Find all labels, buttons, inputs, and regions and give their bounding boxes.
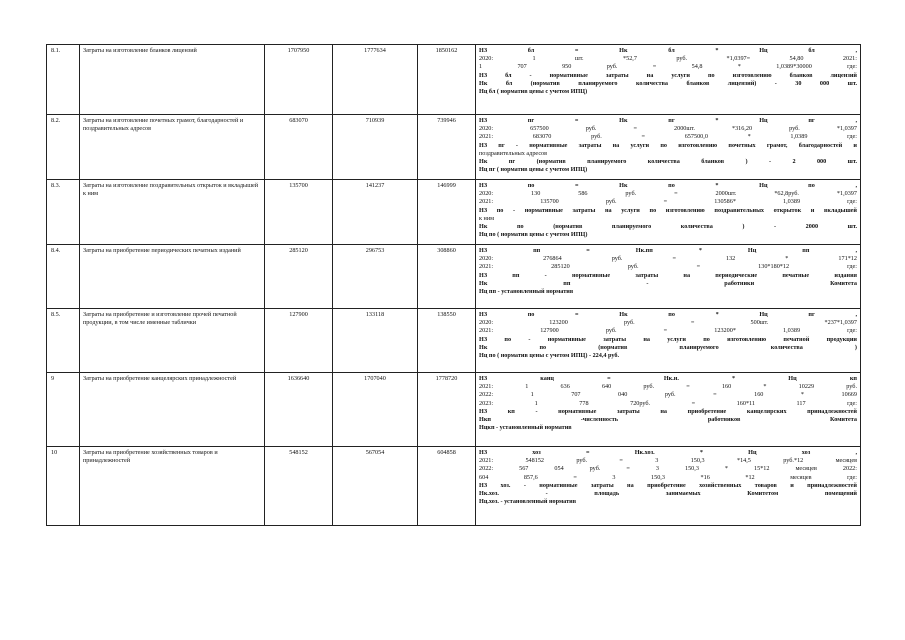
row-number-cell: 8.1. [47, 45, 80, 115]
cost-table [46, 44, 861, 526]
formula-line: 2021: 135700 руб. = 130586* 1,0389 где: [479, 198, 857, 206]
amount-2023-cell: 1778720 [418, 373, 476, 447]
amount-2022-cell: 133118 [333, 309, 418, 373]
formula-line: НЗ бл - нормативные затраты на услуги по изготовлению бланков лицензий [479, 71, 857, 79]
cost-item-name-cell: Затраты на изготовление почетных грамот, благодарностей и поздравительных адресов [80, 115, 265, 180]
formula-line: НЗ хоз = Нк.хоз. * Нц хоз , [479, 449, 857, 456]
row-number-cell: 8.5. [47, 309, 80, 373]
formula-line: НЗ по - нормативные затраты на услуги по изготовлению печатной продукции [479, 335, 857, 343]
amount-2021-cell: 135700 [265, 180, 333, 245]
formula-line: 2020: 657500 руб. = 2000шт. *316,20 руб. *1,0397 [479, 125, 857, 133]
formula-line: Нц по ( норматив цены с учетом ИПЦ) [479, 231, 588, 239]
table-row [47, 447, 861, 526]
formula-line: НЗ бл = Нк бл * Нц бл , [479, 47, 857, 54]
formula-line: 2021: 1 636 640 руб. = 160 * 10229 руб. [479, 383, 857, 391]
formula-cell [476, 115, 861, 180]
formula-line: Нц пп - установленный норматив [479, 288, 574, 296]
formula-cell [476, 447, 861, 526]
amount-2023-cell: 739946 [418, 115, 476, 180]
row-number-cell: 8.2. [47, 115, 80, 180]
amount-2022-cell: 141237 [333, 180, 418, 245]
formula-cell [476, 373, 861, 447]
amount-2023-cell: 604858 [418, 447, 476, 526]
formula-line: НЗ хоз. - нормативные затраты на приобретение хозяйственных товаров и принадлежностей [479, 481, 857, 489]
amount-2023-cell: 138550 [418, 309, 476, 373]
formula-line: 2021: 683070 руб. = 657500,0 * 1,0389 где: [479, 133, 857, 141]
formula-cell [476, 180, 861, 245]
table-row [47, 373, 861, 447]
formula-cell [476, 309, 861, 373]
formula-line: Нц бл ( норматив цены с учетом ИПЦ) [479, 88, 588, 96]
formula-line: 2020: 276864 руб. = 132 * 171*12 [479, 255, 857, 263]
formula-line: НЗ пп - нормативные затраты на периодические печатные издания [479, 271, 857, 279]
formula-line: Нк.хоз. - площадь занимаемых Комитетом помещений [479, 490, 857, 498]
formula-line: Нц.хоз. - установленный норматив [479, 498, 577, 506]
formula-line: 1 707 950 руб. = 54,8 * 1,0389*30000 где: [479, 63, 857, 71]
formula-line: 2021: 285120 руб. = 130*180*12 где: [479, 263, 857, 271]
amount-2022-cell: 296753 [333, 245, 418, 309]
amount-2021-cell: 683070 [265, 115, 333, 180]
formula-line: 2021: 127900 руб. = 123200* 1,0389 где: [479, 327, 857, 335]
formula-line: НЗ по = Нк по * Нц пг , [479, 311, 857, 318]
formula-line: 604 857,6 = 3 150,3 *16 *12 месяцев где: [479, 473, 857, 481]
formula-cell [476, 245, 861, 309]
formula-line: 2022: 567 054 руб. = 3 150,3 * 15*12 месяцев 2022: [479, 465, 857, 473]
formula-line: к ним [479, 214, 495, 222]
row-number-cell: 8.4. [47, 245, 80, 309]
amount-2021-cell: 1636640 [265, 373, 333, 447]
formula-cell [476, 45, 861, 115]
formula-line: Нцкп - установленный норматив [479, 424, 572, 432]
cost-item-name-cell: Затраты на изготовление поздравительных открыток и вкладышей к ним [80, 180, 265, 245]
formula-line: 2020: 1 шт. *52,7 руб. *1,0397= 54,80 2021: [479, 55, 857, 63]
formula-line: 2022: 1 707 040 руб. = 160 * 10669 [479, 391, 857, 399]
formula-line: Нкп -численность работников Комитета [479, 416, 857, 424]
table-row [47, 45, 861, 115]
amount-2022-cell: 710939 [333, 115, 418, 180]
table-row [47, 180, 861, 245]
formula-line: НЗ пп = Нк.пп * Нц пп , [479, 247, 857, 254]
formula-line: Нк пп - работники Комитета [479, 279, 857, 287]
amount-2021-cell: 1707950 [265, 45, 333, 115]
formula-line: НЗ пг - нормативные затраты на услуги по изготовлению почетных грамот, благодарностей и [479, 141, 857, 149]
formula-line: Нк пг (норматив планируемого количества бланков ) - 2 000 шт. [479, 158, 857, 166]
amount-2022-cell: 567054 [333, 447, 418, 526]
amount-2023-cell: 1850162 [418, 45, 476, 115]
amount-2022-cell: 1777634 [333, 45, 418, 115]
cost-item-name-cell: Затраты на приобретение и изготовление прочей печатной продукции, в том числе именные таблички [80, 309, 265, 373]
formula-line: 2023: 1 778 720руб. = 160*11 117 где: [479, 399, 857, 407]
table-row [47, 245, 861, 309]
cost-item-name-cell: Затраты на приобретение периодических печатных изданий [80, 245, 265, 309]
table-row [47, 115, 861, 180]
amount-2021-cell: 548152 [265, 447, 333, 526]
formula-line: НЗ канц = Нк.н. * Нц кп [479, 375, 857, 382]
formula-line: Нц пг ( норматив цены с учетом ИПЦ) [479, 166, 588, 174]
formula-line: Нк бл (норматив планируемого количества бланков лицензий) - 30 000 шт. [479, 79, 857, 87]
row-number-cell: 10 [47, 447, 80, 526]
amount-2021-cell: 127900 [265, 309, 333, 373]
formula-line: Нк по (норматив планируемого количества ) [479, 343, 857, 351]
amount-2021-cell: 285120 [265, 245, 333, 309]
cost-item-name-cell: Затраты на приобретение хозяйственных товаров и принадлежностей [80, 447, 265, 526]
formula-line: НЗ кп - нормативные затраты на приобретение канцелярских принадлежностей [479, 407, 857, 415]
cost-item-name-cell: Затраты на изготовление бланков лицензий [80, 45, 265, 115]
amount-2022-cell: 1707040 [333, 373, 418, 447]
formula-line: 2020: 130 586 руб. = 2000шт. *62,8руб. *1,0397 [479, 190, 857, 198]
formula-line: Нк по (норматив планируемого количества ) - 2000 шт. [479, 223, 857, 231]
formula-line: поздравительных адресов [479, 149, 548, 157]
formula-line: НЗ по - нормативные затраты на услуги по изготовлению поздравительных открыток и вкладышей [479, 206, 857, 214]
formula-line: НЗ пг = Нк пг * Нц пг , [479, 117, 857, 124]
amount-2023-cell: 308860 [418, 245, 476, 309]
amount-2023-cell: 146999 [418, 180, 476, 245]
table-row [47, 309, 861, 373]
row-number-cell: 8.3. [47, 180, 80, 245]
cost-item-name-cell: Затраты на приобретение канцелярских принадлежностей [80, 373, 265, 447]
formula-line: 2021: 548152 руб. = 3 150,3 *14,5 руб.*12 месяцев [479, 457, 857, 465]
formula-line: НЗ по = Нк по * Нц по , [479, 182, 857, 189]
formula-line: Нц по ( норматив цены с учетом ИПЦ) - 224,4 руб. [479, 352, 620, 360]
row-number-cell: 9 [47, 373, 80, 447]
table-body [47, 45, 861, 526]
formula-line: 2020: 123200 руб. = 500шт. *237*1,0397 [479, 319, 857, 327]
